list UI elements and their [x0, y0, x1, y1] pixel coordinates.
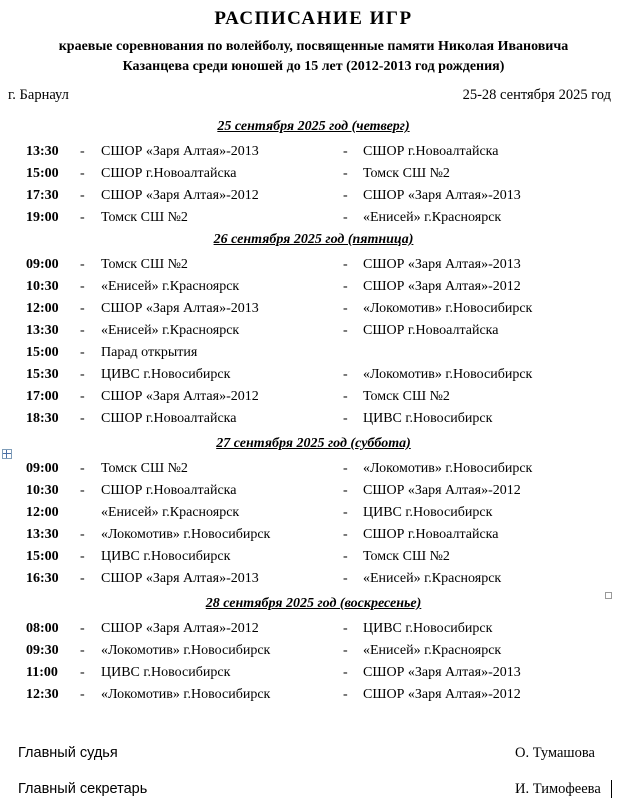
team-home: Томск СШ №2 [101, 257, 188, 272]
separator-dash: - [343, 643, 348, 658]
match-row [0, 279, 627, 299]
match-row [0, 323, 627, 343]
team-home: «Локомотив» г.Новосибирск [101, 527, 271, 542]
separator-dash: - [343, 210, 348, 225]
separator-dash: - [343, 279, 348, 294]
team-home: ЦИВС г.Новосибирск [101, 367, 231, 382]
match-time: 12:00 [26, 301, 59, 316]
separator-dash: - [343, 411, 348, 426]
separator-dash: - [343, 323, 348, 338]
judge-name: О. Тумашова [515, 745, 595, 761]
team-away: СШОР «Заря Алтая»-2012 [363, 279, 521, 294]
separator-dash: - [80, 483, 85, 498]
match-row [0, 643, 627, 663]
team-home: СШОР «Заря Алтая»-2012 [101, 188, 259, 203]
match-time: 17:30 [26, 188, 59, 203]
team-away: СШОР «Заря Алтая»-2012 [363, 687, 521, 702]
team-home: СШОР «Заря Алтая»-2013 [101, 571, 259, 586]
team-home: СШОР г.Новоалтайска [101, 483, 237, 498]
match-time: 11:00 [26, 665, 58, 680]
team-away: СШОР «Заря Алтая»-2012 [363, 483, 521, 498]
text-cursor [611, 780, 612, 798]
match-row [0, 389, 627, 409]
day-header: 25 сентября 2025 год (четверг) [217, 119, 410, 134]
separator-dash: - [80, 389, 85, 404]
move-table-icon[interactable] [2, 449, 12, 459]
separator-dash: - [80, 621, 85, 636]
separator-dash: - [343, 505, 348, 520]
separator-dash: - [80, 345, 85, 360]
team-away: ЦИВС г.Новосибирск [363, 621, 493, 636]
match-time: 08:00 [26, 621, 59, 636]
separator-dash: - [80, 549, 85, 564]
match-time: 09:30 [26, 643, 59, 658]
match-row [0, 527, 627, 547]
team-away: «Енисей» г.Красноярск [363, 210, 502, 225]
match-time: 09:00 [26, 461, 59, 476]
secretary-label: Главный секретарь [18, 781, 148, 797]
team-home: «Локомотив» г.Новосибирск [101, 643, 271, 658]
separator-dash: - [80, 279, 85, 294]
team-away: «Локомотив» г.Новосибирск [363, 461, 533, 476]
day-header: 27 сентября 2025 год (суббота) [216, 436, 411, 451]
team-home: Парад открытия [101, 345, 198, 360]
separator-dash: - [343, 461, 348, 476]
match-row [0, 483, 627, 503]
separator-dash: - [343, 166, 348, 181]
match-time: 12:00 [26, 505, 59, 520]
separator-dash: - [343, 367, 348, 382]
team-home: «Локомотив» г.Новосибирск [101, 687, 271, 702]
match-time: 09:00 [26, 257, 59, 272]
separator-dash: - [343, 483, 348, 498]
match-time: 19:00 [26, 210, 59, 225]
match-time: 15:30 [26, 367, 59, 382]
match-row [0, 210, 627, 230]
match-row [0, 144, 627, 164]
separator-dash: - [343, 527, 348, 542]
page-title: РАСПИСАНИЕ ИГР [214, 8, 413, 29]
separator-dash: - [343, 687, 348, 702]
separator-dash: - [343, 621, 348, 636]
judge-label: Главный судья [18, 745, 118, 761]
match-time: 15:00 [26, 345, 59, 360]
team-away: ЦИВС г.Новосибирск [363, 411, 493, 426]
match-time: 13:30 [26, 527, 59, 542]
separator-dash: - [80, 687, 85, 702]
day-header: 28 сентября 2025 год (воскресенье) [205, 596, 422, 611]
team-away: ЦИВС г.Новосибирск [363, 505, 493, 520]
team-home: «Енисей» г.Красноярск [101, 279, 240, 294]
match-row [0, 549, 627, 569]
team-home: ЦИВС г.Новосибирск [101, 549, 231, 564]
subtitle-line-1: краевые соревнования по волейболу, посвященные памяти Николая Ивановича [58, 39, 569, 54]
match-time: 16:30 [26, 571, 59, 586]
separator-dash: - [343, 389, 348, 404]
match-row [0, 188, 627, 208]
team-away: Томск СШ №2 [363, 549, 450, 564]
team-home: СШОР «Заря Алтая»-2013 [101, 144, 259, 159]
separator-dash: - [80, 571, 85, 586]
match-row [0, 301, 627, 321]
separator-dash: - [80, 188, 85, 203]
match-time: 13:30 [26, 144, 59, 159]
match-row [0, 687, 627, 707]
match-row [0, 411, 627, 431]
team-away: «Енисей» г.Красноярск [363, 643, 502, 658]
match-time: 17:00 [26, 389, 59, 404]
day-header: 26 сентября 2025 год (пятница) [213, 232, 414, 247]
team-away: СШОР г.Новоалтайска [363, 144, 499, 159]
separator-dash: - [80, 461, 85, 476]
separator-dash: - [80, 527, 85, 542]
separator-dash: - [343, 549, 348, 564]
dates-label: 25-28 сентября 2025 год [462, 87, 611, 103]
match-row [0, 166, 627, 186]
team-away: СШОР г.Новоалтайска [363, 527, 499, 542]
team-away: СШОР «Заря Алтая»-2013 [363, 665, 521, 680]
team-home: «Енисей» г.Красноярск [101, 323, 240, 338]
match-time: 12:30 [26, 687, 59, 702]
team-away: Томск СШ №2 [363, 166, 450, 181]
team-home: ЦИВС г.Новосибирск [101, 665, 231, 680]
resize-handle-icon[interactable] [605, 592, 612, 599]
team-home: СШОР «Заря Алтая»-2012 [101, 389, 259, 404]
subtitle-line-2: Казанцева среди юношей до 15 лет (2012-2013 год рождения) [122, 59, 505, 74]
match-row [0, 665, 627, 685]
separator-dash: - [80, 323, 85, 338]
city-label: г. Барнаул [8, 87, 69, 103]
separator-dash: - [343, 571, 348, 586]
separator-dash: - [80, 257, 85, 272]
separator-dash: - [80, 411, 85, 426]
team-home: СШОР г.Новоалтайска [101, 411, 237, 426]
match-row [0, 621, 627, 641]
match-time: 18:30 [26, 411, 59, 426]
separator-dash: - [80, 301, 85, 316]
match-row [0, 571, 627, 591]
separator-dash: - [80, 665, 85, 680]
separator-dash: - [343, 257, 348, 272]
separator-dash: - [80, 144, 85, 159]
team-home: Томск СШ №2 [101, 210, 188, 225]
separator-dash: - [80, 210, 85, 225]
team-away: Томск СШ №2 [363, 389, 450, 404]
team-away: «Локомотив» г.Новосибирск [363, 301, 533, 316]
separator-dash: - [343, 665, 348, 680]
match-time: 10:30 [26, 483, 59, 498]
match-row [0, 345, 627, 365]
match-time: 10:30 [26, 279, 59, 294]
team-home: СШОР г.Новоалтайска [101, 166, 237, 181]
team-away: СШОР «Заря Алтая»-2013 [363, 188, 521, 203]
match-row [0, 257, 627, 277]
team-home: СШОР «Заря Алтая»-2013 [101, 301, 259, 316]
separator-dash: - [80, 643, 85, 658]
team-home: «Енисей» г.Красноярск [101, 505, 240, 520]
secretary-name: И. Тимофеева [515, 781, 601, 797]
match-row [0, 505, 627, 525]
match-time: 15:00 [26, 166, 59, 181]
match-row [0, 461, 627, 481]
team-away: СШОР г.Новоалтайска [363, 323, 499, 338]
match-row [0, 367, 627, 387]
team-home: Томск СШ №2 [101, 461, 188, 476]
match-time: 13:30 [26, 323, 59, 338]
team-home: СШОР «Заря Алтая»-2012 [101, 621, 259, 636]
separator-dash: - [343, 188, 348, 203]
separator-dash: - [80, 367, 85, 382]
separator-dash: - [343, 301, 348, 316]
separator-dash: - [80, 166, 85, 181]
match-time: 15:00 [26, 549, 59, 564]
page-subtitle [0, 37, 627, 77]
team-away: «Енисей» г.Красноярск [363, 571, 502, 586]
separator-dash: - [343, 144, 348, 159]
team-away: СШОР «Заря Алтая»-2013 [363, 257, 521, 272]
team-away: «Локомотив» г.Новосибирск [363, 367, 533, 382]
